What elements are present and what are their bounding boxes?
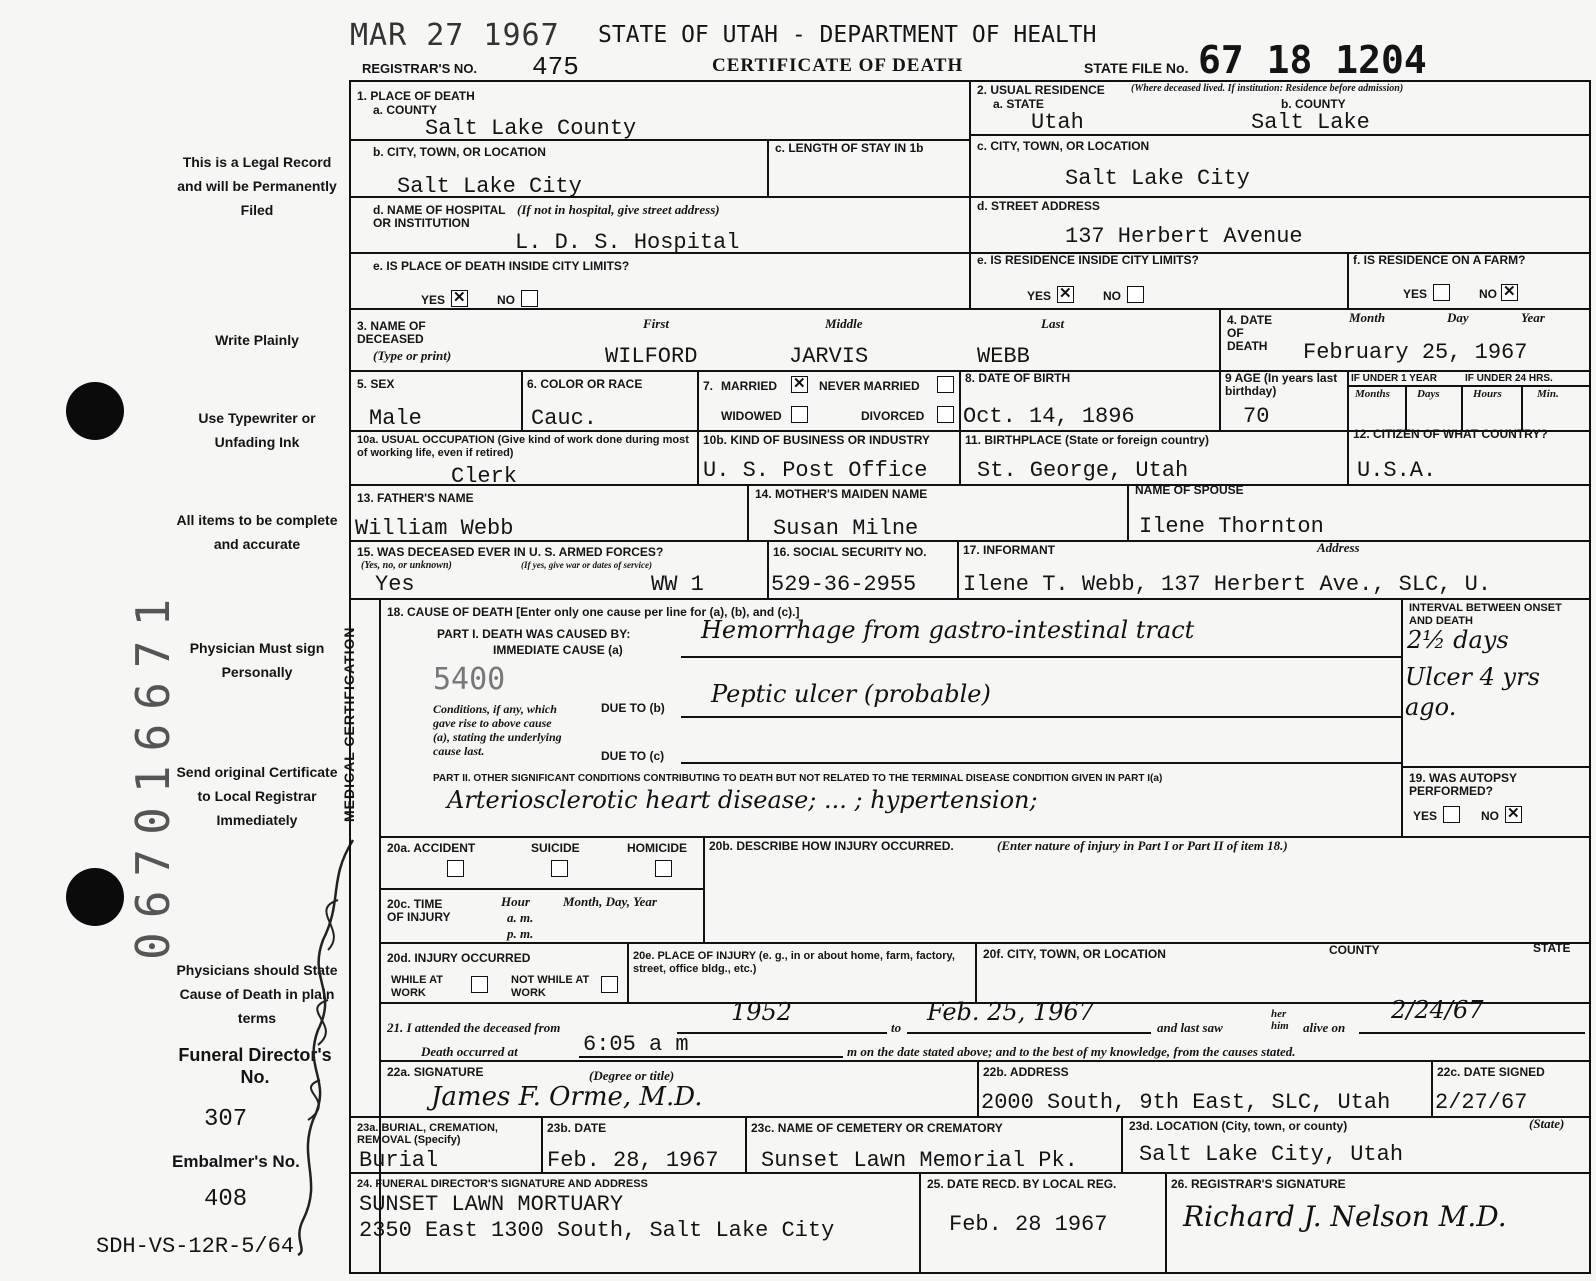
while-at-work-checkbox[interactable] [471,976,488,993]
street-address: 137 Herbert Avenue [1065,224,1303,249]
dob-label: 8. DATE OF BIRTH [965,371,1071,385]
birthplace: St. George, Utah [977,458,1189,483]
date-of-death-label: 4. DATE OF DEATH [1227,313,1273,353]
residence-inside-yes-label: YES [1027,289,1052,303]
married-checkbox[interactable] [791,376,808,393]
conditions-note: Conditions, if any, which gave rise to above cause (a), stating the underlying cause last. [433,702,562,758]
injury-occurred-label: 20d. INJURY OCCURRED [387,951,531,965]
part-2-conditions: Arteriosclerotic heart disease; ... ; hypertension; [447,786,1038,814]
armed-forces-note: (Yes, no, or unknown) [361,560,452,571]
attended-to: Feb. 25, 1967 [927,998,1095,1026]
date-of-birth: Oct. 14, 1896 [963,404,1135,429]
not-while-at-work-label: NOT WHILE AT WORK [511,974,590,999]
inside-city-yes-checkbox[interactable] [451,290,468,307]
interval-b: Ulcer 4 yrs ago. [1405,663,1540,721]
certificate-title: CERTIFICATE OF DEATH [712,55,964,76]
date-stamp: MAR 27 1967 [350,18,560,53]
race-label: 6. COLOR OR RACE [527,377,643,391]
informant: Ilene T. Webb, 137 Herbert Ave., SLC, U. [963,572,1492,597]
physician-address-label: 22b. ADDRESS [983,1065,1069,1079]
physician-address: 2000 South, 9th East, SLC, Utah [981,1090,1391,1115]
widowed-checkbox[interactable] [791,406,808,423]
citizenship: U.S.A. [1357,458,1437,483]
hospital-note: (If not in hospital, give street address) [517,202,720,217]
am-label: a. m. [507,910,534,925]
citizenship-label: 12. CITIZEN OF WHAT COUNTRY? [1353,427,1548,441]
deceased-name-note: (Type or print) [373,348,452,363]
homicide-checkbox[interactable] [655,860,672,877]
disposition-label: 23a. BURIAL, CREMATION, REMOVAL (Specify) [357,1122,498,1146]
residence-note: (Where deceased lived. If institution: Residence before admission) [1131,83,1404,94]
war-service: WW 1 [651,572,704,597]
state-file-label: STATE FILE No. [1084,60,1189,76]
registrar-no: 475 [532,52,579,82]
residence-inside-yes-checkbox[interactable] [1057,286,1074,303]
death-occurred-label: Death occurred at [421,1044,518,1059]
date-received: Feb. 28 1967 [949,1212,1108,1237]
send-original-note: Send original Certificate to Local Registrar Immediately [176,764,338,828]
registrar-signature-label: 26. REGISTRAR'S SIGNATURE [1171,1177,1346,1191]
binder-hole-top [66,382,124,440]
medical-certification-label: MEDICAL CERTIFICATION [341,626,357,822]
married-label: MARRIED [721,379,777,393]
divorced-checkbox[interactable] [937,406,954,423]
binder-hole-bottom [66,868,124,926]
death-county: Salt Lake County [425,116,637,141]
disposition-date-label: 23b. DATE [547,1121,607,1135]
injury-state-label: STATE [1533,941,1571,955]
widowed-label: WIDOWED [721,409,782,423]
complete-note: All items to be complete and accurate [176,512,338,552]
due-to-b: Peptic ulcer (probable) [711,680,991,708]
street-address-label: d. STREET ADDRESS [977,199,1100,213]
year-label: Year [1521,310,1545,325]
to-label: to [891,1020,902,1035]
mother-name-label: 14. MOTHER'S MAIDEN NAME [755,487,928,501]
date-of-death: February 25, 1967 [1303,340,1528,365]
residence-heading: 2. USUAL RESIDENCE [977,83,1105,97]
injury-describe-note: (Enter nature of injury in Part I or Part II of item 18.) [997,838,1288,853]
funeral-director-no: 307 [204,1106,248,1133]
state-file-no: 67 18 1204 [1198,38,1427,82]
injury-city-label: 20f. CITY, TOWN, OR LOCATION [983,947,1166,961]
father-name: William Webb [355,516,514,541]
residence-county-label: b. COUNTY [1281,97,1346,111]
suicide-label: SUICIDE [531,841,580,855]
armed-forces-label: 15. WAS DECEASED EVER IN U. S. ARMED FORCES? [357,545,664,559]
inside-city-no-label: NO [497,293,515,307]
month-day-year-label: Month, Day, Year [563,894,657,909]
last-name: WEBB [977,344,1030,369]
time-of-injury-label: 20c. TIME OF INJURY [387,897,451,924]
embalmer-label: Embalmer's No. [172,1152,300,1171]
pm-label: p. m. [507,926,534,941]
place-of-injury-label: 20e. PLACE OF INJURY (e. g., in or about home, farm, factory, street, office bldg., etc.) [633,950,955,975]
embalmer-no: 408 [204,1186,248,1213]
funeral-director-address: 2350 East 1300 South, Salt Lake City [359,1218,835,1243]
day-label: Day [1447,310,1469,325]
autopsy-no-checkbox[interactable] [1505,806,1522,823]
residence-inside-city-label: e. IS RESIDENCE INSIDE CITY LIMITS? [977,253,1199,267]
registrar-signature: Richard J. Nelson M.D. [1183,1200,1507,1233]
immediate-cause: Hemorrhage from gastro-intestinal tract [701,616,1195,644]
immediate-cause-label: IMMEDIATE CAUSE (a) [493,643,623,657]
place-of-death-heading: 1. PLACE OF DEATH [357,89,475,103]
funeral-director-label: Funeral Director's No. [178,1045,332,1087]
first-name: WILFORD [605,344,698,369]
middle-name-label: Middle [825,316,863,331]
last-saw-label: and last saw [1157,1020,1223,1035]
inside-city-no-checkbox[interactable] [521,290,538,307]
her-him-label: her him [1271,1008,1289,1032]
state-title: STATE OF UTAH - DEPARTMENT OF HEALTH [598,22,1097,48]
while-at-work-label: WHILE AT WORK [391,974,443,999]
form-code: SDH-VS-12R-5/64 [96,1234,295,1259]
inside-city-yes-label: YES [421,293,446,307]
deceased-name-label: 3. NAME OF DECEASED [357,319,426,346]
marital-label: 7. [703,379,714,393]
date-received-label: 25. DATE RECD. BY LOCAL REG. [927,1177,1117,1191]
typewriter-note: Use Typewriter or Unfading Ink [198,410,316,450]
attended-label: 21. I attended the deceased from [387,1020,561,1035]
divorced-label: DIVORCED [861,409,925,423]
autopsy-yes-checkbox[interactable] [1443,806,1460,823]
write-plainly-note: Write Plainly [215,332,299,348]
hospital-name: L. D. S. Hospital [515,230,740,255]
autopsy-label: 19. WAS AUTOPSY PERFORMED? [1409,771,1517,798]
never-married-checkbox[interactable] [937,376,954,393]
due-to-c-label: DUE TO (c) [601,749,665,763]
days-label: Days [1417,388,1440,400]
physicians-cause-note: Physicians should State Cause of Death in plain terms [176,962,338,1026]
vertical-serial-number: 067016671 [126,584,180,960]
disposition-date: Feb. 28, 1967 [547,1148,719,1173]
min-label: Min. [1537,388,1559,400]
burial-location-label: 23d. LOCATION (City, town, or county) [1129,1119,1348,1133]
alive-on-label: alive on [1303,1020,1346,1035]
residence-state: Utah [1031,110,1084,135]
due-to-b-label: DUE TO (b) [601,701,665,715]
attended-from: 1952 [731,998,793,1026]
autopsy-yes-label: YES [1413,809,1438,823]
part-1-label: PART I. DEATH WAS CAUSED BY: [437,627,631,641]
informant-address-label: Address [1317,540,1360,555]
county-label: a. COUNTY [373,103,438,117]
homicide-label: HOMICIDE [627,841,687,855]
residence-city: Salt Lake City [1065,166,1250,191]
residence-inside-no-checkbox[interactable] [1127,286,1144,303]
injury-county-label: COUNTY [1329,943,1380,957]
legal-record-note: This is a Legal Record and will be Permanently Filed [177,154,337,218]
physician-note: Physician Must sign Personally [189,640,325,680]
cause-heading: 18. CAUSE OF DEATH [Enter only one cause per line for (a), (b), and (c).] [387,605,800,619]
injury-describe-label: 20b. DESCRIBE HOW INJURY OCCURRED. [709,839,954,853]
business: U. S. Post Office [703,458,928,483]
race: Cauc. [531,406,598,431]
death-city: Salt Lake City [397,174,582,199]
disposition: Burial [359,1148,439,1173]
farm-yes-label: YES [1403,287,1428,301]
mother-name: Susan Milne [773,516,919,541]
first-name-label: First [643,316,670,331]
under-1-year-label: IF UNDER 1 YEAR [1351,373,1437,384]
hospital-label: d. NAME OF HOSPITAL OR INSTITUTION [373,203,506,230]
business-label: 10b. KIND OF BUSINESS OR INDUSTRY [703,433,930,447]
degree-label: (Degree or title) [589,1068,675,1083]
last-name-label: Last [1041,316,1065,331]
cemetery-label: 23c. NAME OF CEMETERY OR CREMATORY [751,1121,1003,1135]
not-while-at-work-checkbox[interactable] [601,976,618,993]
burial-state-label: (State) [1529,1116,1565,1131]
sex: Male [369,406,422,431]
knowledge-statement: m on the date stated above; and to the best of my knowledge, from the causes stated. [847,1044,1296,1059]
signature-label: 22a. SIGNATURE [387,1065,484,1079]
accident-checkbox[interactable] [447,860,464,877]
social-security-no: 529-36-2955 [771,572,917,597]
service-note: (If yes, give war or dates of service) [521,560,652,570]
residence-state-label: a. STATE [993,97,1044,111]
birthplace-label: 11. BIRTHPLACE (State or foreign country) [965,433,1210,447]
interval-label: INTERVAL BETWEEN ONSET AND DEATH [1409,602,1562,627]
age: 70 [1243,404,1270,429]
burial-location: Salt Lake City, Utah [1139,1142,1404,1167]
middle-name: JARVIS [789,344,869,369]
part-2-label: PART II. OTHER SIGNIFICANT CONDITIONS CONTRIBUTING TO DEATH BUT NOT RELATED TO THE TERMINAL DISEASE CONDITION GIVEN IN PART I(a) [433,773,1163,784]
accident-label: 20a. ACCIDENT [387,841,476,855]
father-name-label: 13. FATHER'S NAME [357,491,474,505]
date-signed-label: 22c. DATE SIGNED [1437,1065,1545,1079]
farm-no-label: NO [1479,287,1497,301]
farm-no-checkbox[interactable] [1501,284,1518,301]
death-certificate-form [341,80,1591,1274]
registrar-no-label: REGISTRAR'S NO. [362,61,478,76]
length-of-stay-label: c. LENGTH OF STAY IN 1b [775,141,924,155]
occupation: Clerk [451,464,518,489]
age-label: 9 AGE (In years last birthday) [1225,371,1338,398]
autopsy-no-label: NO [1481,809,1499,823]
date-signed: 2/27/67 [1435,1090,1528,1115]
residence-county: Salt Lake [1251,110,1370,135]
informant-label: 17. INFORMANT [963,543,1056,557]
suicide-checkbox[interactable] [551,860,568,877]
never-married-label: NEVER MARRIED [819,379,920,393]
inside-city-limits-label: e. IS PLACE OF DEATH INSIDE CITY LIMITS? [373,259,630,273]
death-city-label: b. CITY, TOWN, OR LOCATION [373,145,546,159]
month-label: Month [1349,310,1386,325]
occupation-label: 10a. USUAL OCCUPATION (Give kind of work done during most of working life, even if retired) [357,434,689,459]
funeral-director-sig-label: 24. FUNERAL DIRECTOR'S SIGNATURE AND ADDRESS [357,1178,648,1190]
ssn-label: 16. SOCIAL SECURITY NO. [773,545,927,559]
residence-inside-no-label: NO [1103,289,1121,303]
under-24-hrs-label: IF UNDER 24 HRS. [1465,373,1553,384]
farm-label: f. IS RESIDENCE ON A FARM? [1353,253,1526,267]
alive-on-date: 2/24/67 [1391,996,1484,1024]
sex-label: 5. SEX [357,377,395,391]
funeral-director: SUNSET LAWN MORTUARY [359,1192,624,1217]
residence-city-label: c. CITY, TOWN, OR LOCATION [977,139,1150,153]
spouse-name: Ilene Thornton [1139,514,1324,539]
spouse-label: NAME OF SPOUSE [1135,483,1244,497]
physician-signature: James F. Orme, M.D. [431,1082,703,1112]
hour-label: Hour [501,894,530,909]
death-time: 6:05 a m [583,1032,689,1057]
armed-forces: Yes [375,572,415,597]
hours-label: Hours [1473,388,1502,400]
cause-code: 5400 [433,662,506,697]
farm-yes-checkbox[interactable] [1433,284,1450,301]
cemetery: Sunset Lawn Memorial Pk. [761,1148,1078,1173]
interval-a: 2½ days [1407,626,1509,654]
months-label: Months [1355,388,1390,400]
